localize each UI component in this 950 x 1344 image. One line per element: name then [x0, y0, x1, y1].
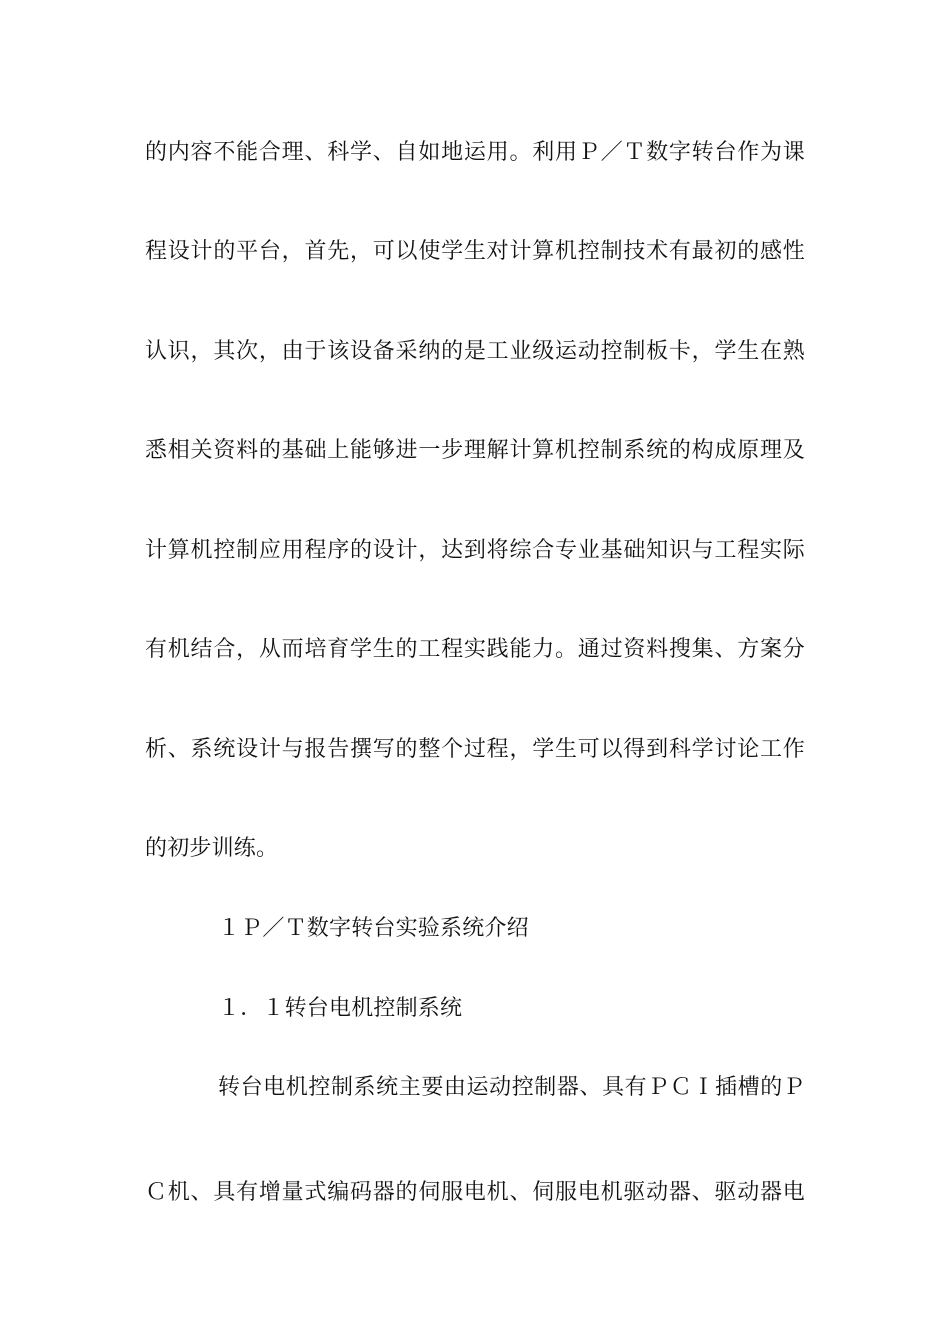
subsection-heading: １．１转台电机控制系统	[218, 996, 463, 1021]
paragraph-line: 的内容不能合理、科学、自如地运用。利用Ｐ／Ｔ数字转台作为课	[145, 140, 805, 165]
section-heading: １Ｐ／Ｔ数字转台实验系统介绍	[218, 916, 529, 941]
paragraph-line: 悉相关资料的基础上能够进一步理解计算机控制系统的构成原理及	[145, 438, 805, 463]
paragraph-line: 析、系统设计与报告撰写的整个过程，学生可以得到科学讨论工作	[145, 737, 805, 762]
paragraph-line: 有机结合，从而培育学生的工程实践能力。通过资料搜集、方案分	[145, 637, 805, 662]
paragraph-line: 程设计的平台，首先，可以使学生对计算机控制技术有最初的感性	[145, 239, 805, 264]
paragraph-line: 认识，其次，由于该设备采纳的是工业级运动控制板卡，学生在熟	[145, 339, 805, 364]
paragraph-line: 转台电机控制系统主要由运动控制器、具有ＰＣＩ插槽的Ｐ	[218, 1075, 805, 1100]
paragraph-line: Ｃ机、具有增量式编码器的伺服电机、伺服电机驱动器、驱动器电	[145, 1180, 805, 1205]
paragraph-line: 计算机控制应用程序的设计，达到将综合专业基础知识与工程实际	[145, 538, 805, 563]
paragraph-line: 的初步训练。	[145, 836, 279, 861]
